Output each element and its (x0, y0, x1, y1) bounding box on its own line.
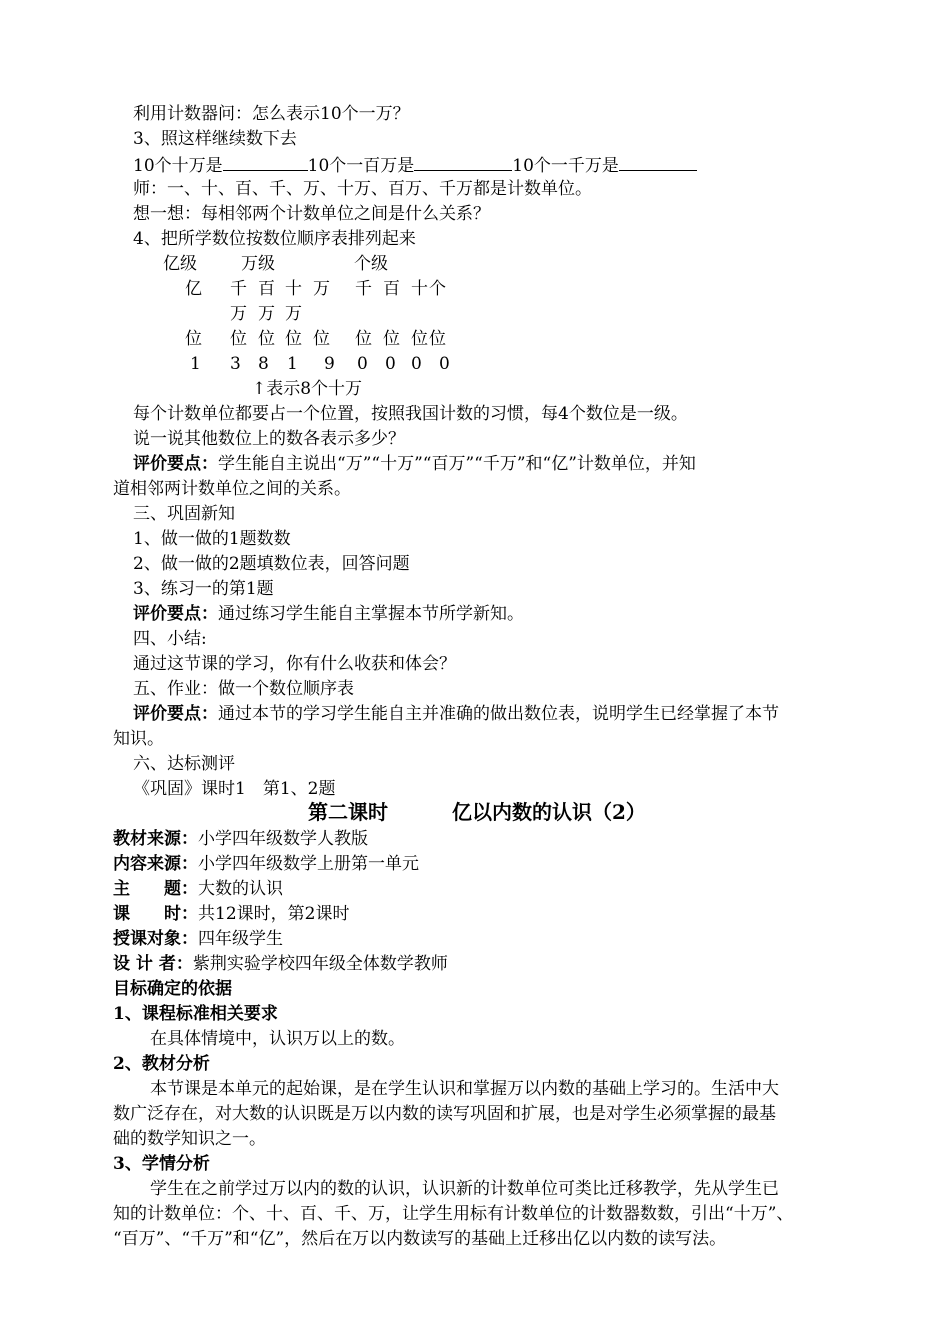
eval-text: 学生能自主说出“万”“十万”“百万”“千万”和“亿”计数单位，并知 (218, 454, 696, 474)
section-3-item-1: 1、做一做的1题数数 (133, 529, 291, 549)
eval-label: 评价要点： (133, 454, 218, 474)
place-cell: 位 (285, 329, 302, 349)
meta-row (113, 902, 349, 927)
learner-line: 学生在之前学过万以内的数的认识，认识新的计数单位可类比迁移教学，先从学生已 (150, 1179, 779, 1199)
eval-label: 评价要点： (133, 604, 218, 624)
meta-row (113, 927, 283, 952)
eval-point-2 (133, 602, 524, 627)
fill-in-blank-line (133, 152, 697, 179)
eval-point-1-cont: 道相邻两计数单位之间的关系。 (113, 479, 351, 499)
section-3-item-3: 3、练习一的第1题 (133, 579, 274, 599)
fill-label-a: 10个十万是 (133, 156, 223, 176)
place-cell: 位 (411, 329, 428, 349)
digit-cell: 1 (287, 354, 298, 374)
heading-1: 1、课程标准相关要求 (113, 1004, 278, 1024)
section-6-item: 《巩固》课时1 第1、2题 (133, 779, 336, 799)
unit-cell: 千 (355, 279, 372, 299)
meta-label: 课 时： (113, 904, 198, 924)
digit-cell: 0 (411, 354, 422, 374)
section-3-heading: 三、巩固新知 (133, 504, 235, 524)
heading-1-text: 在具体情境中，认识万以上的数。 (150, 1029, 405, 1049)
meta-label: 内容来源： (113, 854, 198, 874)
digit-cell: 1 (190, 354, 201, 374)
meta-value: 小学四年级数学人教版 (198, 829, 368, 849)
meta-value: 小学四年级数学上册第一单元 (198, 854, 419, 874)
digit-cell: 9 (324, 354, 335, 374)
unit-cell: 万 (230, 304, 247, 324)
place-cell: 位 (383, 329, 400, 349)
unit-cell: 万 (285, 304, 302, 324)
learner-line: “百万”、“千万”和“亿”，然后在万以内数读写的基础上迁移出亿以内数的读写法。 (113, 1229, 727, 1249)
arrow-note: ↑表示8个十万 (252, 379, 363, 399)
section-3-item-2: 2、做一做的2题填数位表，回答问题 (133, 554, 410, 574)
body-p2: 说一说其他数位上的数各表示多少？ (133, 429, 405, 449)
place-cell: 位 (258, 329, 275, 349)
place-cell: 位 (429, 329, 446, 349)
learner-line: 知的计数单位：个、十、百、千、万，让学生用标有计数单位的计数器数数，引出“十万”、 (113, 1204, 794, 1224)
intro-line-6: 4、把所学数位按数位顺序表排列起来 (133, 229, 416, 249)
digit-cell: 0 (357, 354, 368, 374)
meta-label: 设 计 者： (113, 954, 193, 974)
unit-cell: 十 (285, 279, 302, 299)
blank-a (223, 152, 308, 171)
meta-label: 教材来源： (113, 829, 198, 849)
unit-cell: 亿 (185, 279, 202, 299)
place-cell: 位 (355, 329, 372, 349)
eval-text: 通过本节的学习学生能自主并准确的做出数位表，说明学生已经掌握了本节 (218, 704, 779, 724)
digit-cell: 0 (385, 354, 396, 374)
level-ge: 个级 (354, 254, 388, 274)
unit-cell: 百 (383, 279, 400, 299)
place-cell: 位 (230, 329, 247, 349)
meta-row (113, 852, 419, 877)
meta-row (113, 827, 368, 852)
level-yi: 亿级 (163, 254, 197, 274)
lesson-title-left: 第二课时 (308, 800, 388, 824)
unit-cell: 个 (429, 279, 446, 299)
heading-3: 3、学情分析 (113, 1154, 210, 1174)
eval-point-3 (133, 702, 779, 727)
meta-value: 大数的认识 (198, 879, 283, 899)
section-6-heading: 六、达标测评 (133, 754, 235, 774)
analysis-line: 本节课是本单元的起始课，是在学生认识和掌握万以内数的基础上学习的。生活中大 (150, 1079, 779, 1099)
unit-cell: 千 (230, 279, 247, 299)
unit-cell: 百 (258, 279, 275, 299)
meta-value: 紫荆实验学校四年级全体数学教师 (192, 954, 448, 974)
eval-text: 通过练习学生能自主掌握本节所学新知。 (218, 604, 524, 624)
blank-c (619, 152, 697, 171)
eval-point-1 (133, 452, 696, 477)
analysis-line: 础的数学知识之一。 (113, 1129, 266, 1149)
basis-heading: 目标确定的依据 (113, 979, 232, 999)
eval-point-3-cont: 知识。 (113, 729, 164, 749)
intro-line-4: 师：一、十、百、千、万、十万、百万、千万都是计数单位。 (133, 179, 592, 199)
unit-cell: 十 (411, 279, 428, 299)
digit-cell: 3 (230, 354, 241, 374)
intro-line-5: 想一想：每相邻两个计数单位之间是什么关系？ (133, 204, 490, 224)
eval-label: 评价要点： (133, 704, 218, 724)
fill-label-c: 10个一千万是 (512, 156, 619, 176)
meta-label: 主 题： (113, 879, 198, 899)
section-5-heading: 五、作业：做一个数位顺序表 (133, 679, 354, 699)
place-cell: 位 (313, 329, 330, 349)
section-4-heading: 四、小结: (133, 629, 207, 649)
meta-value: 共12课时，第2课时 (198, 904, 350, 924)
unit-cell: 万 (313, 279, 330, 299)
meta-label: 授课对象： (113, 929, 198, 949)
intro-line-2: 3、照这样继续数下去 (133, 129, 297, 149)
digit-cell: 8 (258, 354, 269, 374)
digit-cell: 0 (439, 354, 450, 374)
analysis-line: 数广泛存在，对大数的认识既是万以内数的读写巩固和扩展，也是对学生必须掌握的最基 (113, 1104, 776, 1124)
unit-cell: 万 (258, 304, 275, 324)
blank-b (414, 152, 512, 171)
section-4-item: 通过这节课的学习，你有什么收获和体会？ (133, 654, 456, 674)
intro-line-1: 利用计数器问：怎么表示10个一万？ (133, 104, 410, 124)
place-cell: 位 (185, 329, 202, 349)
meta-row (113, 952, 448, 977)
fill-label-b: 10个一百万是 (307, 156, 415, 176)
meta-row (113, 877, 283, 902)
meta-value: 四年级学生 (198, 929, 283, 949)
lesson-title-right: 亿以内数的认识（2） (452, 800, 646, 824)
heading-2: 2、教材分析 (113, 1054, 210, 1074)
level-wan: 万级 (241, 254, 275, 274)
body-p1: 每个计数单位都要占一个位置，按照我国计数的习惯，每4个数位是一级。 (133, 404, 688, 424)
